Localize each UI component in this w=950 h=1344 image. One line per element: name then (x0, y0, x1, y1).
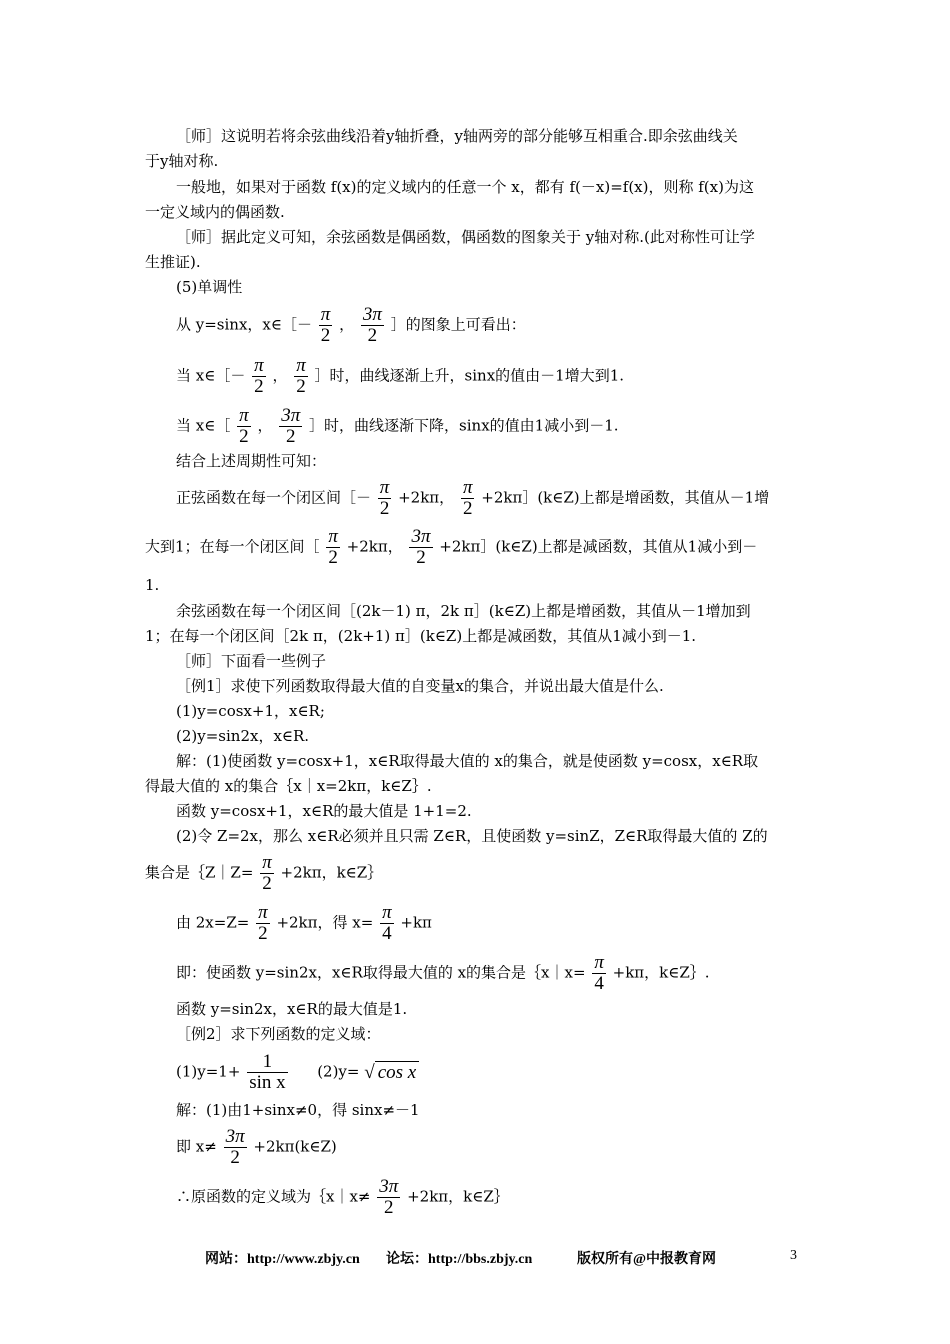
text-line: 于y轴对称. (145, 152, 219, 170)
math-line: 正弦函数在每一个闭区间［－ $\frac{\pi}{2}$ +2kπ， $\frac{\pi}{2}$ +2kπ］(k∈Z)上都是增函数，其值从－1增 (176, 477, 770, 519)
fraction: $\frac{\pi}{4}$ (594, 952, 604, 994)
text-line: 函数 y=cosx+1，x∈R的最大值是 1+1=2. (176, 802, 472, 820)
text-line: ［师］下面看一些例子 (176, 652, 327, 670)
text-line: 1；在每一个闭区间［2k π，(2k+1) π］(k∈Z)上都是减函数，其值从1减小到－1. (145, 627, 697, 645)
math-line: 当 x∈［－ $\frac{\pi}{2}$ ， $\frac{\pi}{2}$ ］时，曲线逐渐上升，sinx的值由－1增大到1. (176, 355, 625, 397)
math-line: 大到1；在每一个闭区间［ $\frac{\pi}{2}$ +2kπ， $\frac{3\pi}{2}$ +2kπ］(k∈Z)上都是减函数，其值从1减小到－ (145, 526, 758, 568)
fraction: $\frac{3\pi}{2}$ (379, 1176, 399, 1218)
text-line: 余弦函数在每一个闭区间［(2k－1) π，2k π］(k∈Z)上都是增函数，其值从－1增加到 (176, 602, 751, 620)
text-line: ［师］据此定义可知，余弦函数是偶函数，偶函数的图象关于 y轴对称.(此对称性可让学 (176, 228, 755, 246)
text-line: 一般地，如果对于函数 f(x)的定义域内的任意一个 x，都有 f(－x)=f(x)，则称 f(x)为这 (176, 178, 754, 196)
fraction: $\frac{\pi}{2}$ (254, 355, 264, 397)
fraction: $\frac{1}{\text{sin x}}$ (249, 1051, 286, 1093)
fraction: $\frac{3\pi}{2}$ (411, 526, 431, 568)
example-heading: ［例2］求下列函数的定义域： (176, 1025, 381, 1043)
section-heading: (5)单调性 (176, 278, 243, 296)
text-line: (1)y=cosx+1，x∈R; (176, 702, 325, 720)
footer-forum-link[interactable]: 论坛：http://bbs.zbjy.cn (386, 1252, 533, 1267)
text-line: 解：(1)由1+sinx≠0，得 sinx≠－1 (176, 1101, 420, 1119)
math-line: 由 2x=Z= $\frac{\pi}{2}$ +2kπ，得 x= $\frac{\pi}{4}$ +kπ (176, 902, 432, 944)
footer-copyright: 版权所有@中报教育网 (577, 1252, 717, 1267)
fraction: $\frac{\pi}{4}$ (382, 902, 392, 944)
text-line: 结合上述周期性可知： (176, 452, 327, 470)
footer-site-link[interactable]: 网站：http://www.zbjy.cn (205, 1252, 360, 1267)
fraction: $\frac{\pi}{2}$ (379, 477, 390, 519)
math-line: 即：使函数 y=sin2x，x∈R取得最大值的 x的集合是｛x｜x= $\frac{\pi}{4}$ +kπ，k∈Z｝. (176, 952, 710, 994)
fraction: $\frac{\pi}{2}$ (328, 526, 338, 568)
text-line: 1. (145, 576, 160, 594)
page-number: 3 (790, 1248, 797, 1263)
math-line: 即 x≠ $\frac{3\pi}{2}$ +2kπ(k∈Z) (176, 1126, 337, 1168)
text-line: (2)y=sin2x，x∈R. (176, 727, 310, 745)
text-line: ［师］这说明若将余弦曲线沿着y轴折叠，y轴两旁的部分能够互相重合.即余弦曲线关 (176, 127, 738, 145)
fraction: $\frac{\pi}{2}$ (462, 477, 473, 519)
math-line: (1)y=1+ $\frac{1}{\text{sin x}}$ (2)y= √ cos x (176, 1052, 419, 1093)
text-line: 函数 y=sin2x，x∈R的最大值是1. (176, 1000, 408, 1018)
text-line: (2)令 Z=2x，那么 x∈R必须并且只需 Z∈R，且使函数 y=sinZ，Z∈R取得最大值的 Z的 (176, 827, 768, 845)
math-line: ∴原函数的定义域为｛x｜x≠ $\frac{3\pi}{2}$ +2kπ，k∈Z｝ (176, 1176, 509, 1218)
fraction: $\frac{\pi}{2}$ (296, 355, 306, 397)
text-line: 得最大值的 x的集合｛x｜x=2kπ，k∈Z｝. (145, 777, 432, 795)
fraction: $\frac{\pi}{2}$ (258, 902, 268, 944)
math-line: 集合是｛Z｜Z= $\frac{\pi}{2}$ +2kπ，k∈Z｝ (145, 852, 383, 894)
fraction: $\frac{\pi}{2}$ (320, 304, 331, 346)
fraction: $\frac{\pi}{2}$ (239, 405, 249, 447)
text-line: 解：(1)使函数 y=cosx+1，x∈R取得最大值的 x的集合，就是使函数 y=cosx，x∈R取 (176, 752, 759, 770)
fraction: $\frac{3\pi}{2}$ (225, 1126, 245, 1168)
math-line: 从 y=sinx，x∈［－ $\frac{\pi}{2}$ ， $\frac{3\pi}{2}$ ］的图象上可看出： (176, 304, 526, 346)
text-line: 生推证). (145, 253, 201, 271)
square-root: √ cos x (364, 1064, 419, 1082)
example-heading: ［例1］求使下列函数取得最大值的自变量x的集合，并说出最大值是什么. (176, 677, 664, 695)
fraction: $\frac{\pi}{2}$ (262, 852, 272, 894)
fraction: $\frac{3\pi}{2}$ (281, 405, 301, 447)
fraction: $\frac{3\pi}{2}$ (362, 304, 382, 346)
math-line: 当 x∈［ $\frac{\pi}{2}$ ， $\frac{3\pi}{2}$ ］时，曲线逐渐下降，sinx的值由1减小到－1. (176, 405, 619, 447)
text-line: 一定义域内的偶函数. (145, 203, 285, 221)
